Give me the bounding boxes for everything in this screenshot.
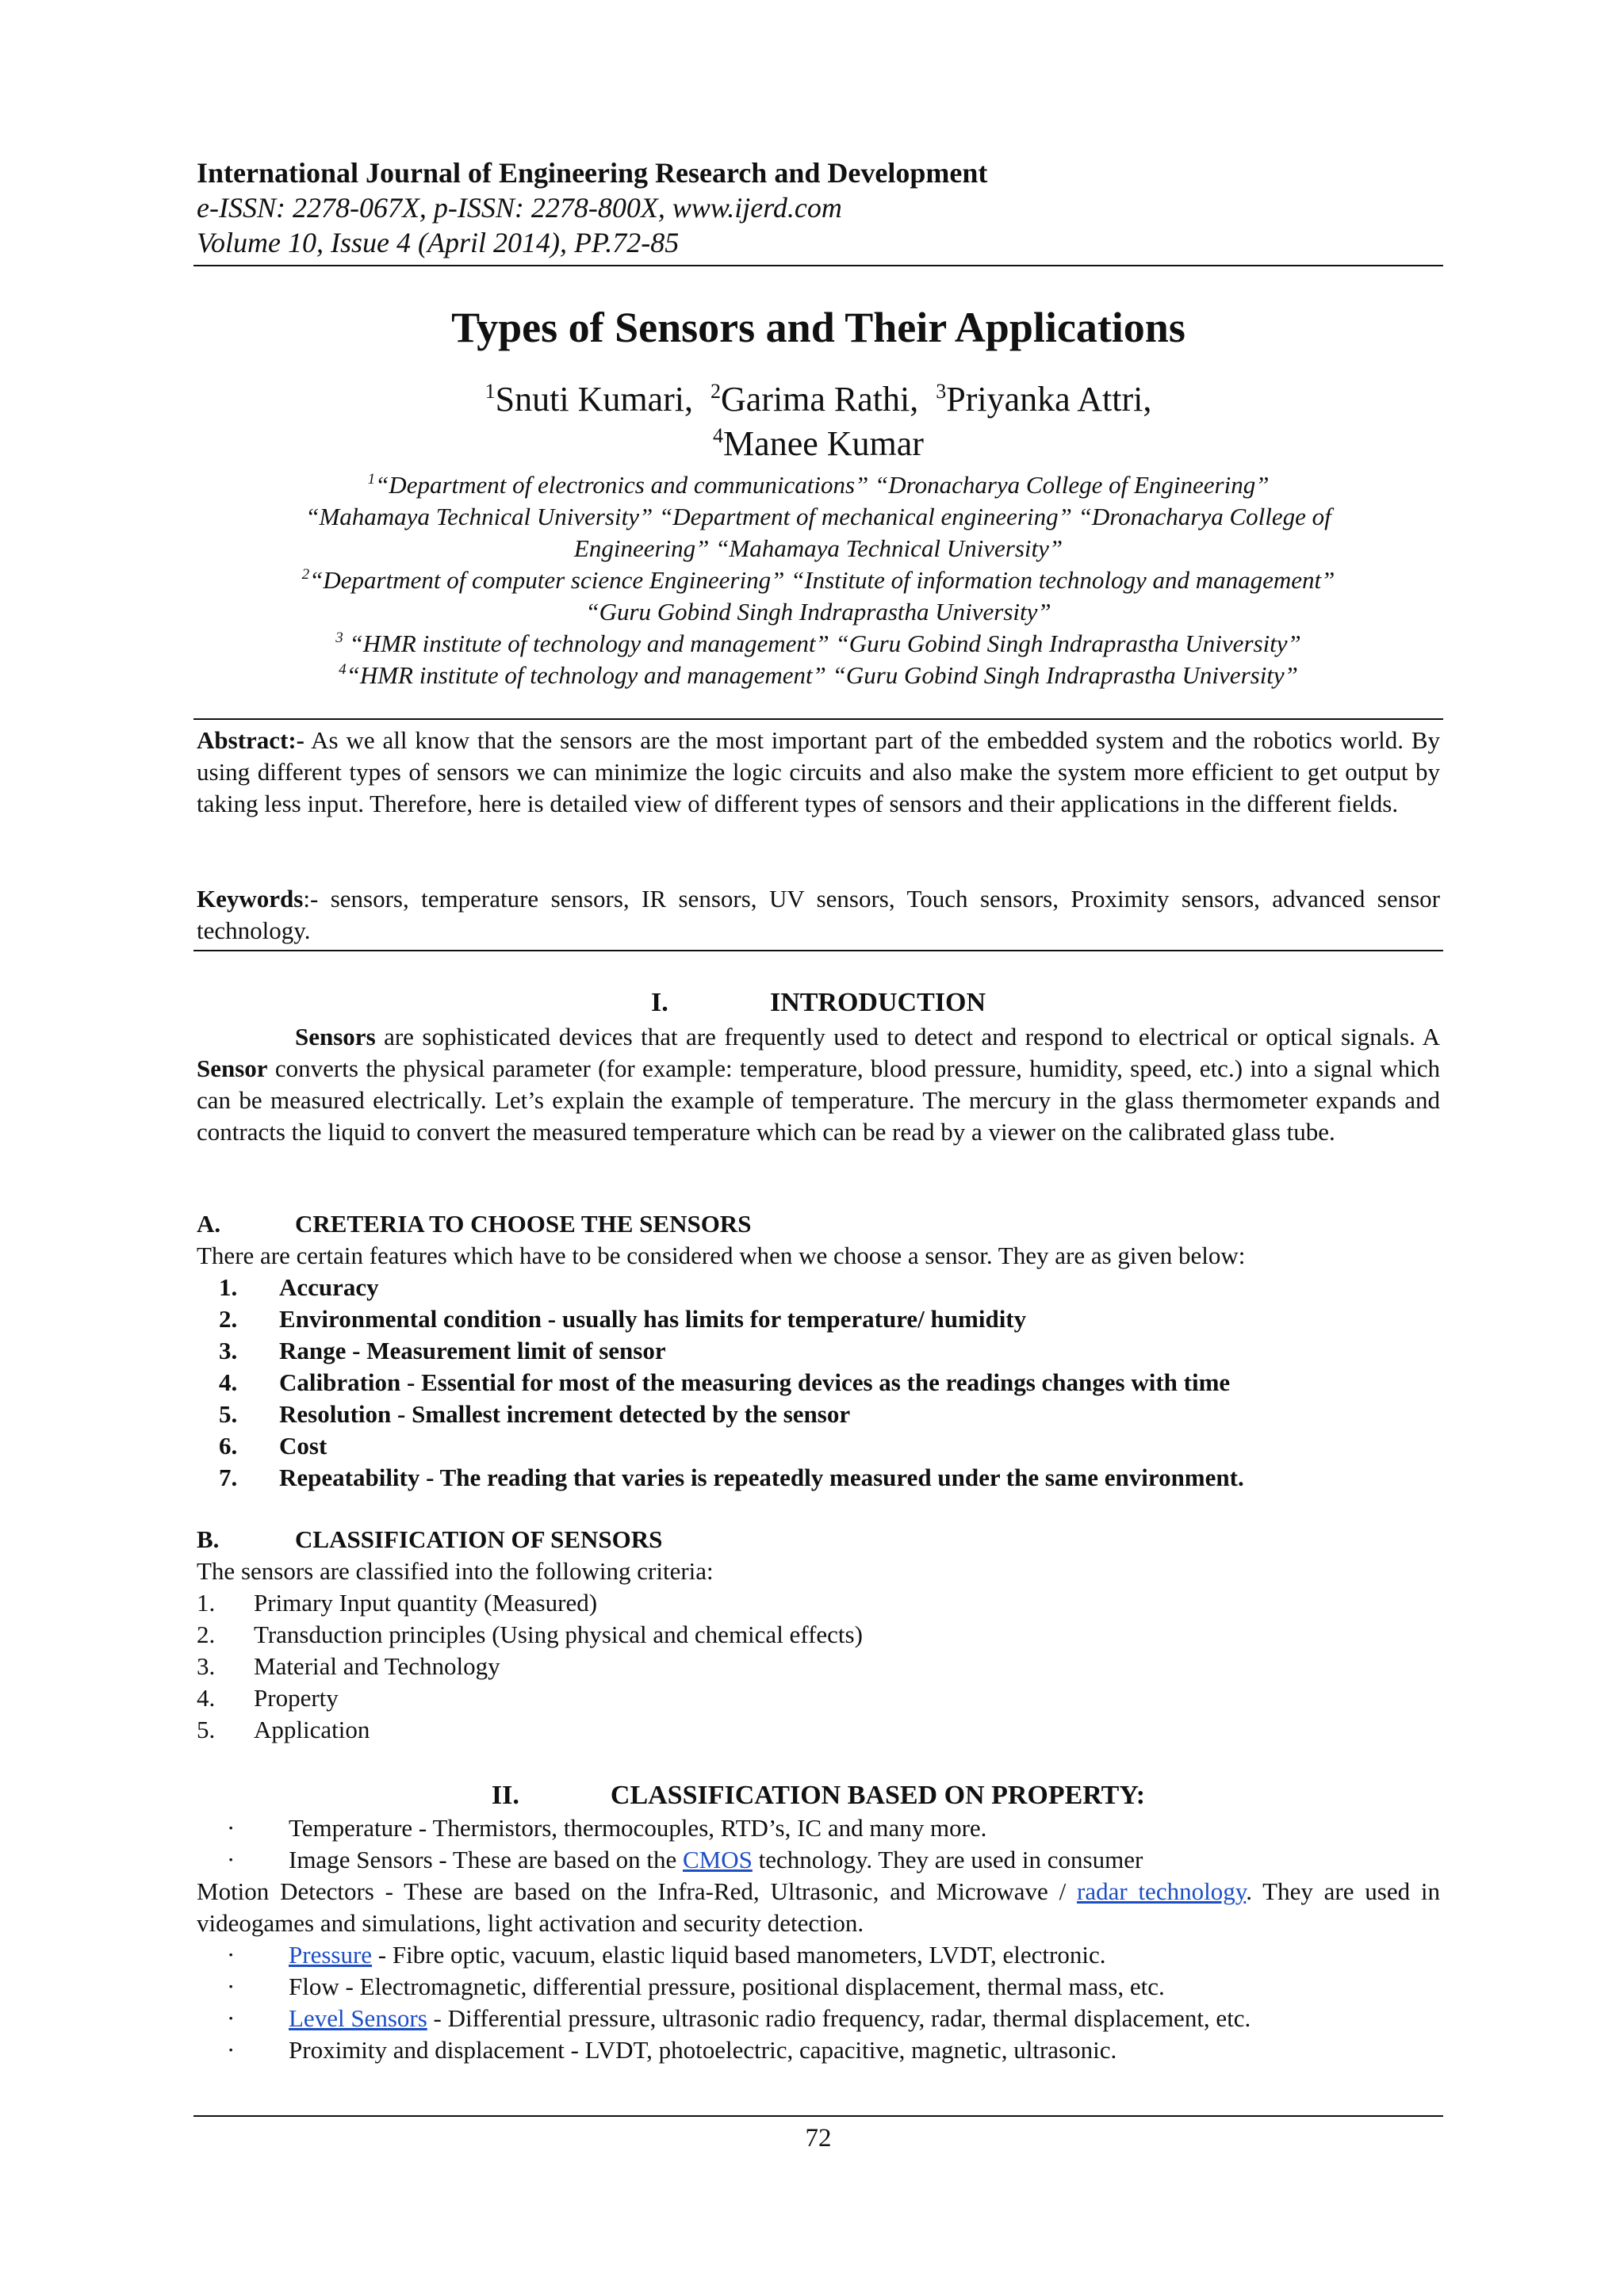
keywords-text: :- sensors, temperature sensors, IR sensors, UV sensors, Touch sensors, Proximity sensors, advanced sensor technology. — [197, 885, 1440, 944]
author: $^1$Snuti Kumari, — [485, 380, 693, 419]
criteria-list — [197, 1272, 1440, 1494]
section-number: II. — [491, 1781, 519, 1810]
list-item: 1. Accuracy — [219, 1273, 379, 1301]
bullet-item: · Image Sensors - These are based on the CMOS technology. They are used in consumer — [197, 1844, 1440, 1876]
classification-list — [197, 1587, 1440, 1746]
subsection-intro: The sensors are classified into the following criteria: — [197, 1557, 714, 1585]
abstract-text: As we all know that the sensors are the most important part of the embedded system and the robotics world. By using different types of sensors we can minimize the logic circuits and also make the system more efficient to get output by taking less input. Therefore, here is detailed view of different types of sensors and their applications in the different fields. — [197, 726, 1440, 817]
list-item: 2. Transduction principles (Using physical and chemical effects) — [197, 1621, 863, 1648]
bullet-item: · Pressure - Fibre optic, vacuum, elastic liquid based manometers, LVDT, electronic. — [197, 1939, 1440, 1971]
property-list — [197, 1812, 1440, 2066]
section-number: I. — [650, 988, 668, 1017]
bullet-mark: · — [227, 1941, 236, 1969]
affiliation-line: $^4$“HMR institute of technology and management” “Guru Gobind Singh Indraprastha University” — [339, 661, 1298, 689]
bullet-mark: · — [227, 1973, 236, 2000]
pressure-link[interactable]: Pressure — [289, 1941, 373, 1969]
header-rule — [193, 265, 1443, 266]
subsection-heading — [197, 1524, 1440, 1556]
paper-title: Types of Sensors and Their Applications — [451, 304, 1185, 351]
subsection-title: CRETERIA TO CHOOSE THE SENSORS — [295, 1210, 752, 1238]
section-title: INTRODUCTION — [769, 988, 986, 1017]
text-run: converts the physical parameter (for example: temperature, blood pressure, humidity, speed, etc.) into a signal which can be measured electrically. Let’s explain the example of temperature. The mercury in the glass thermometer expands and contracts the liquid to convert the measured temperature which can be read by a viewer on the calibrated glass tube. — [197, 1054, 1440, 1146]
list-item: 3. Range - Measurement limit of sensor — [219, 1337, 666, 1364]
bullet-mark: · — [227, 2036, 236, 2064]
author: $^3$Priyanka Attri, — [936, 380, 1152, 419]
intro-paragraph — [197, 1021, 1440, 1148]
volume-line: Volume 10, Issue 4 (April 2014), PP.72-85 — [197, 227, 680, 258]
affiliation-line: $^2$“Department of computer science Engineering” “Institute of information technology and management” — [301, 566, 1335, 594]
subsection-title: CLASSIFICATION OF SENSORS — [295, 1525, 663, 1553]
subsection-letter: B. — [197, 1525, 220, 1553]
bullet-item: · Temperature - Thermistors, thermocouples, RTD’s, IC and many more. — [197, 1812, 1440, 1844]
level-sensors-link[interactable]: Level Sensors — [289, 2004, 427, 2032]
section-heading — [197, 1779, 1440, 1812]
list-item: 5. Resolution - Smallest increment detected by the sensor — [219, 1400, 851, 1428]
bullet-mark: · — [227, 1846, 236, 1873]
running-header — [197, 155, 1440, 260]
bullet-mark: · — [227, 1814, 236, 1842]
list-item: 6. Cost — [219, 1432, 327, 1460]
bullet-item: · Level Sensors - Differential pressure, ultrasonic radio frequency, radar, thermal displacement, etc. — [197, 2003, 1440, 2034]
motion-detectors-paragraph: Motion Detectors - These are based on the Infra-Red, Ultrasonic, and Microwave / radar technology. They are used in videogames and simulations, light activation and security detection. — [197, 1877, 1440, 1937]
page-number: 72 — [805, 2124, 832, 2152]
subsection-a — [197, 1208, 1440, 1494]
affiliations — [197, 469, 1440, 691]
affiliation-line: “Guru Gobind Singh Indraprastha University” — [585, 598, 1051, 626]
affiliation-line: “Mahamaya Technical University” “Department of mechanical engineering” “Dronacharya College of — [305, 503, 1331, 530]
text-run: are sophisticated devices that are frequently used to detect and respond to electrical or optical signals. A — [375, 1023, 1440, 1050]
list-item: 4. Calibration - Essential for most of the measuring devices as the readings changes with time — [219, 1368, 1231, 1396]
subsection-heading — [197, 1208, 1440, 1240]
footer-rule — [193, 2115, 1443, 2117]
abstract — [197, 725, 1440, 820]
affiliation-line: $^1$“Department of electronics and communications” “Dronacharya College of Engineering” — [367, 471, 1270, 499]
subsection-letter: A. — [197, 1210, 221, 1238]
issn-line: e-ISSN: 2278-067X, p-ISSN: 2278-800X, www.ijerd.com — [197, 192, 842, 224]
list-item: 5. Application — [197, 1716, 370, 1743]
bullet-item: · Proximity and displacement - LVDT, photoelectric, capacitive, magnetic, ultrasonic. — [197, 2034, 1440, 2066]
list-item: 1. Primary Input quantity (Measured) — [197, 1589, 598, 1617]
list-item: 4. Property — [197, 1684, 339, 1712]
cmos-link[interactable]: CMOS — [682, 1846, 753, 1873]
affiliation-line: $^3$ “HMR institute of technology and management” “Guru Gobind Singh Indraprastha University” — [335, 629, 1301, 657]
abstract-bottom-rule — [193, 950, 1443, 951]
section-title: CLASSIFICATION BASED ON PROPERTY: — [610, 1781, 1146, 1810]
bullet-item: · Flow - Electromagnetic, differential pressure, positional displacement, thermal mass, etc. — [197, 1971, 1440, 2003]
author: $^4$Manee Kumar — [713, 424, 924, 463]
list-item: 7. Repeatability - The reading that varies is repeatedly measured under the same environment. — [219, 1464, 1244, 1491]
author-list — [197, 377, 1440, 466]
section-heading — [197, 986, 1440, 1020]
keywords — [197, 883, 1440, 947]
list-item: 2. Environmental condition - usually has limits for temperature/ humidity — [219, 1305, 1027, 1333]
affiliation-line: Engineering” “Mahamaya Technical University” — [573, 534, 1063, 562]
abstract-top-rule — [193, 718, 1443, 720]
bold-term: Sensors — [295, 1023, 376, 1050]
bold-term: Sensor — [197, 1054, 268, 1082]
subsection-b — [197, 1524, 1440, 1746]
author: $^2$Garima Rathi, — [710, 380, 919, 419]
journal-name: International Journal of Engineering Research and Development — [197, 157, 988, 189]
radar-technology-link[interactable]: radar technology — [1077, 1877, 1247, 1905]
subsection-intro: There are certain features which have to be considered when we choose a sensor. They are as given below: — [197, 1242, 1246, 1269]
abstract-label: Abstract:- — [197, 726, 305, 754]
bullet-mark: · — [227, 2004, 236, 2032]
list-item: 3. Material and Technology — [197, 1652, 500, 1680]
keywords-label: Keywords — [197, 885, 304, 913]
